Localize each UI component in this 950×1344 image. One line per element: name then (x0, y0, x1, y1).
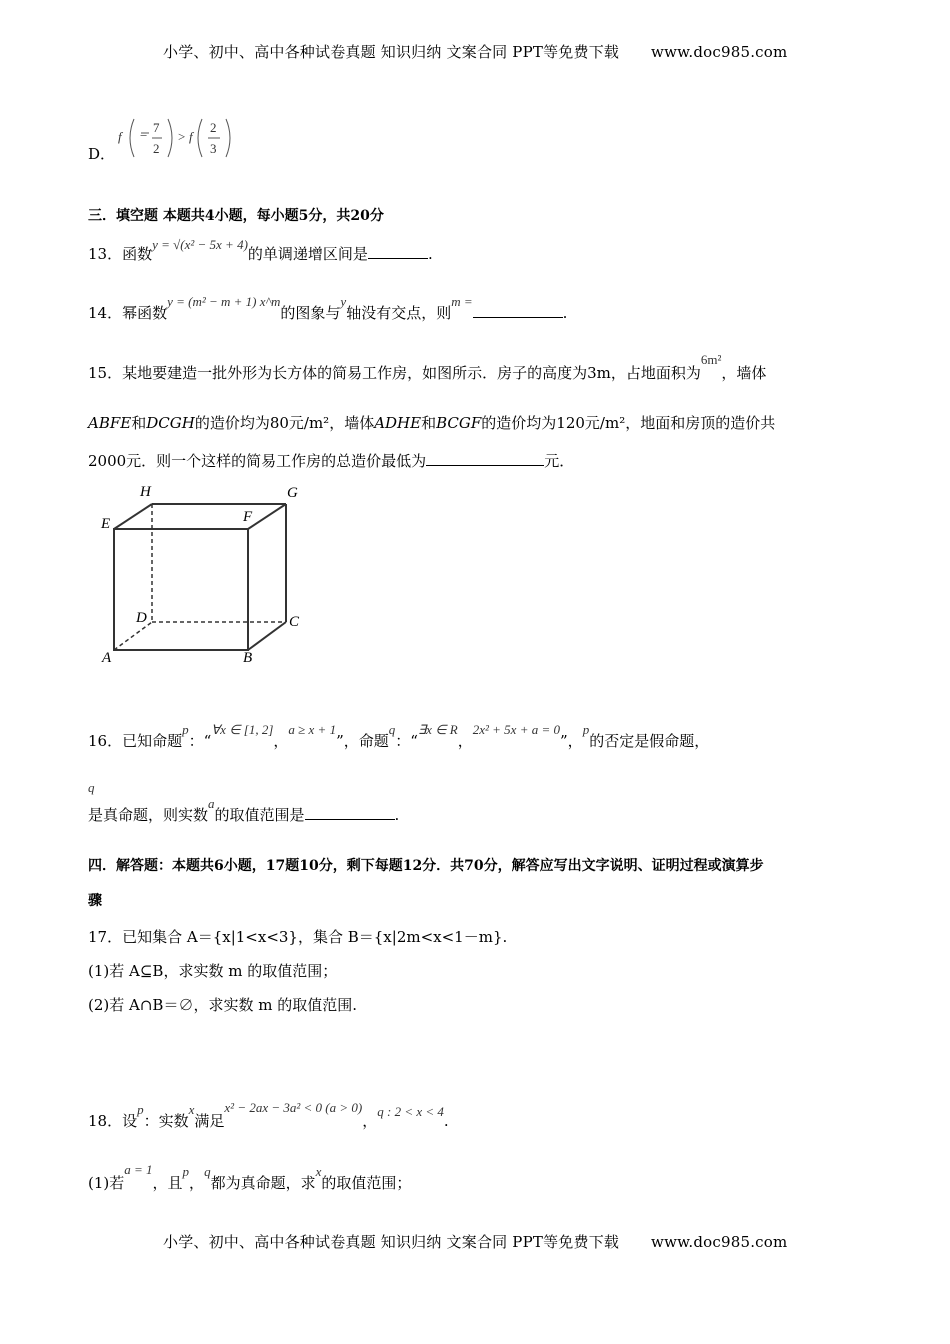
footer-text: 小学、初中、高中各种试卷真题 知识归纳 文案合同 PPT等免费下载 (163, 1233, 620, 1251)
footer-url[interactable]: www.doc985.com (651, 1233, 788, 1251)
q16-colon2: ： (395, 732, 411, 750)
q16-close1: ” (336, 732, 344, 750)
q16-p2: p (582, 722, 590, 737)
q16-tail: 的否定是假命题， (589, 732, 710, 750)
section4-line2: 骤 (88, 893, 102, 909)
q15-mid2: 的造价均为120元/m²，地面和房顶的造价共 (481, 414, 776, 432)
q18-part1b: ，且 (152, 1174, 183, 1192)
q15-line1 (88, 352, 767, 383)
q16-line2b: 的取值范围是 (214, 806, 305, 824)
q15-wall2: DCGH (146, 414, 195, 432)
q18-qdef: q : 2 < x < 4 (377, 1104, 444, 1119)
q13-num: 13．函数 (88, 245, 153, 263)
num1: 7 (153, 120, 160, 135)
cuboid-drawing (96, 482, 316, 672)
q14-m: m = (451, 294, 473, 309)
q15-and2: 和 (421, 414, 437, 432)
q18-end: . (443, 1112, 449, 1130)
q15-and1: 和 (131, 414, 147, 432)
header-url[interactable]: www.doc985.com (651, 43, 788, 61)
q16-comma: ， (273, 732, 289, 750)
q16-close2: ” (560, 732, 568, 750)
q14-blank[interactable] (473, 303, 563, 318)
q15-end: 元． (544, 452, 575, 470)
q18-sep: ， (189, 1174, 205, 1192)
q14-text1: 的图象与 (280, 304, 341, 322)
option-d-formula (116, 113, 246, 163)
q15-line3-text: 2000元．则一个这样的简易工作房的总造价最低为 (88, 452, 427, 470)
q15-wall1: ABFE (88, 414, 132, 432)
q18-num: 18．设 (88, 1112, 138, 1130)
q15-mid1: 的造价均为80元/m²，墙体 (194, 414, 375, 432)
option-d-minus: − (140, 128, 148, 143)
q13-text: 的单调递增区间是 (247, 245, 368, 263)
label-h: H (140, 484, 151, 500)
header-text: 小学、初中、高中各种试卷真题 知识归纳 文案合同 PPT等免费下载 (163, 43, 620, 61)
label-a: A (102, 650, 112, 666)
option-d-label: D． (88, 145, 116, 163)
q16-mid: ，命题 (343, 732, 389, 750)
q18-part1c: 都为真命题，求 (210, 1174, 316, 1192)
q16-end: . (394, 806, 400, 824)
label-b: B (243, 650, 253, 666)
q16-exists: ∃x ∈ R (417, 722, 458, 737)
q16-line2 (88, 780, 400, 825)
q16-colon: ： (188, 732, 204, 750)
q14 (88, 294, 568, 323)
q18-part1d: 的取值范围； (321, 1174, 412, 1192)
q18-comma: ， (362, 1112, 378, 1130)
label-c: C (289, 614, 300, 630)
q14-formula: y = (m² − m + 1) x^m (167, 294, 281, 309)
f2: f (189, 129, 193, 144)
q15-wall4: BCGF (436, 414, 482, 432)
q16-comma2: ， (457, 732, 473, 750)
q18-text2: 满足 (194, 1112, 225, 1130)
page-footer (163, 1231, 787, 1252)
q14-y: y (340, 294, 347, 309)
q16-forall: ∀x ∈ [1, 2] (211, 722, 274, 737)
q15-area: 6m² (700, 352, 722, 367)
q18-x: x (188, 1102, 195, 1117)
q16-q: q (388, 722, 396, 737)
label-g: G (287, 485, 298, 501)
q16-blank[interactable] (305, 805, 395, 820)
q18-p: p (137, 1102, 144, 1117)
q18-p2: p (182, 1164, 190, 1179)
q17-part2: (2)若 A∩B＝∅，求实数 m 的取值范围. (88, 996, 357, 1014)
den2: 3 (210, 141, 217, 156)
q18-x2: x (315, 1164, 322, 1179)
f1: f (118, 129, 122, 144)
q16-line1 (88, 722, 710, 751)
q18-q2: q (204, 1164, 211, 1179)
q18-part1 (88, 1162, 412, 1193)
q13-formula: y = √(x² − 5x + 4) (152, 237, 248, 252)
q15-line1b: ，墙体 (721, 364, 767, 382)
q14-num: 14．幂函数 (88, 304, 168, 322)
q16-p: p (182, 722, 189, 737)
q13 (88, 237, 433, 264)
q16-ineq: a ≥ x + 1 (288, 722, 337, 737)
q13-end: . (427, 245, 433, 263)
q16-a: a (208, 796, 215, 811)
q18-ineq: x² − 2ax − 3a² < 0 (a > 0) (224, 1100, 363, 1115)
q14-text2: 轴没有交点，则 (346, 304, 452, 322)
q18-a1: a = 1 (124, 1162, 153, 1177)
q15-wall3: ADHE (374, 414, 422, 432)
q14-end: . (562, 304, 568, 322)
q16-eq: 2x² + 5x + a = 0 (472, 722, 560, 737)
q15-line1-text: 15．某地要建造一批外形为长方体的简易工作房，如图所示．房子的高度为3m，占地面积为 (88, 364, 701, 382)
den1: 2 (153, 141, 160, 156)
q17-stem: 17．已知集合 A＝{x|1<x<3}，集合 B＝{x|2m<x<1－m}. (88, 928, 508, 946)
q17-part1: (1)若 A⊆B，求实数 m 的取值范围； (88, 962, 338, 980)
cuboid-figure (96, 482, 316, 672)
page-header (163, 41, 787, 62)
section3-title: 三．填空题 本题共4小题，每小题5分，共20分 (88, 208, 384, 224)
section4-line1: 四．解答题：本题共6小题，17题10分，剩下每题12分．共70分，解答应写出文字说明、证明过程或演算步 (88, 858, 764, 874)
q16-num: 16．已知命题 (88, 732, 183, 750)
q16-comma3: ， (567, 732, 583, 750)
q16-open1: “ (203, 732, 212, 750)
q16-q3: q (88, 780, 95, 795)
q18-text1: ：实数 (143, 1112, 189, 1130)
q15-line2 (88, 412, 775, 433)
num2: 2 (210, 120, 217, 135)
q15-blank[interactable] (426, 451, 544, 466)
label-e: E (101, 516, 111, 532)
q13-blank[interactable] (368, 244, 428, 259)
label-f: F (243, 509, 253, 525)
q16-open2: “ (410, 732, 418, 750)
gt: > (178, 129, 186, 144)
q15-line3 (88, 450, 574, 471)
q16-line2-text: 是真命题，则实数 (88, 806, 209, 824)
q18-part1a: (1)若 (88, 1174, 125, 1192)
label-d: D (136, 610, 147, 626)
q18-stem (88, 1100, 449, 1131)
